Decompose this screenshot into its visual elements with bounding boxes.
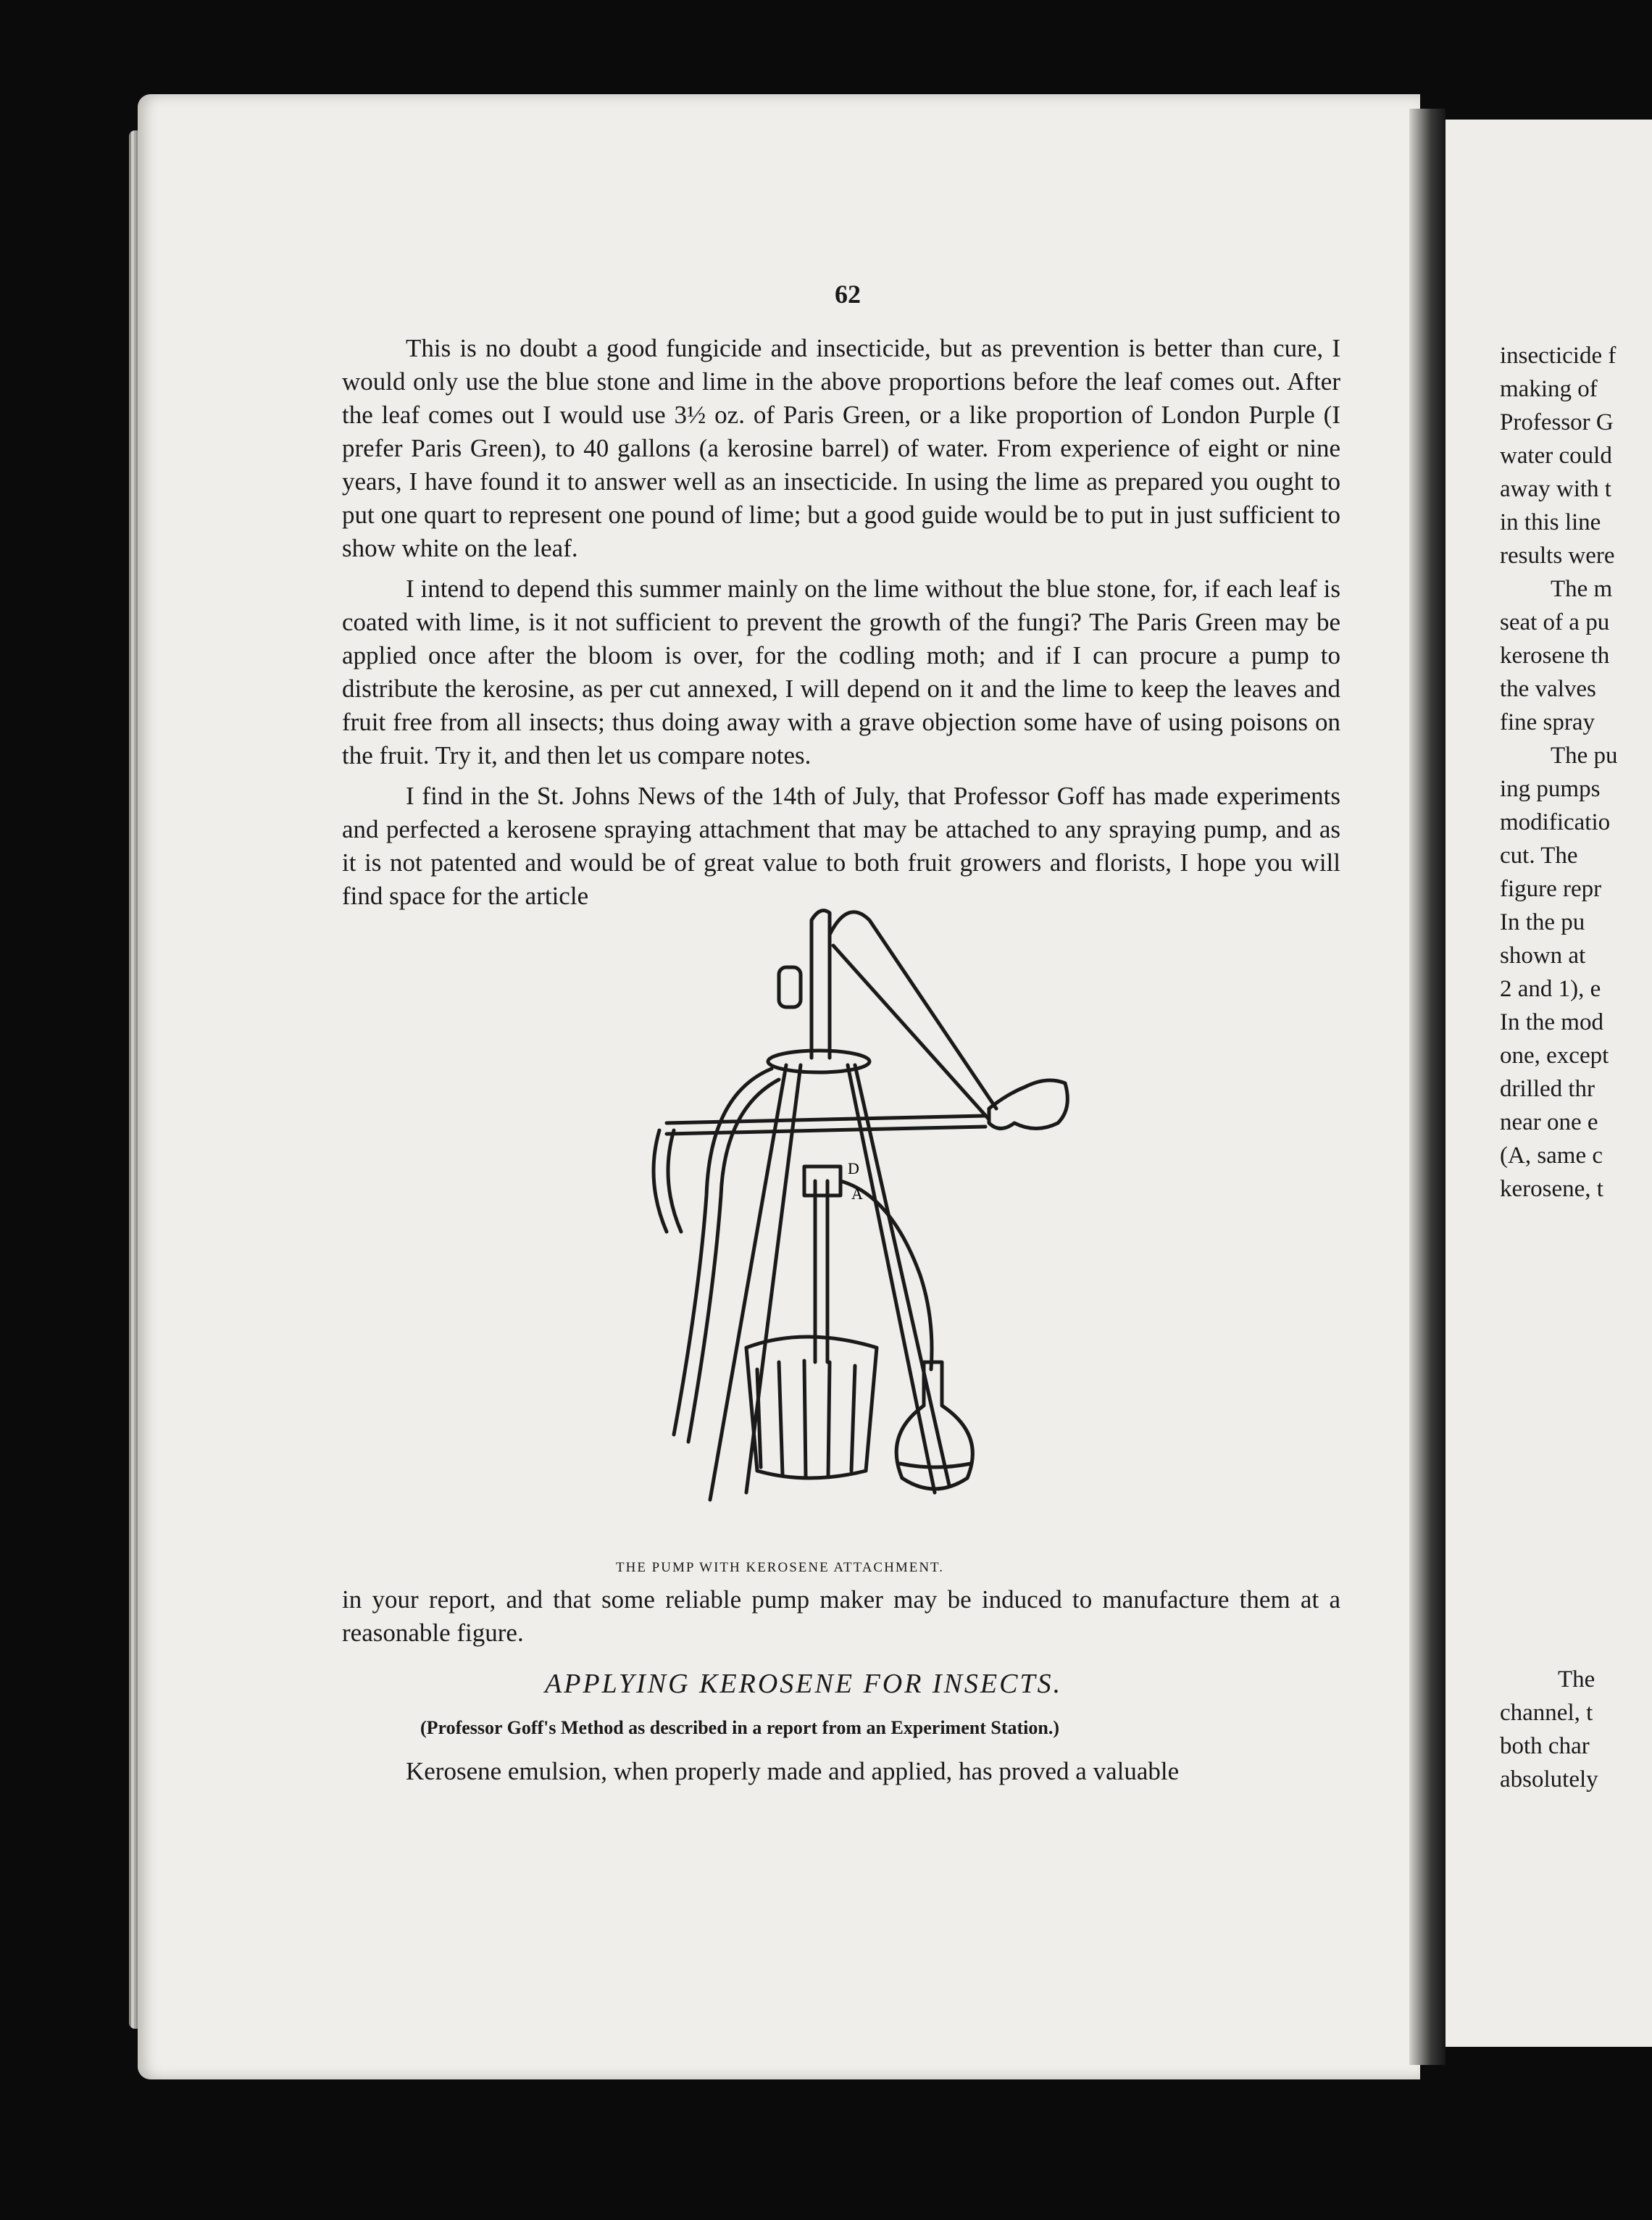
body-text-top: [342, 332, 1340, 920]
body-text-continuation: [342, 1583, 1340, 1657]
section-first-line: Kerosene emulsion, when properly made and applied, has proved a valuable: [406, 1757, 1180, 1785]
right-line: kerosene, t: [1500, 1176, 1603, 1202]
paragraph-2: I intend to depend this summer mainly on the lime without the blue stone, for, if each leaf is coated with lime, is it not sufficient to prevent the growth of the fungi? The Paris Green may be applied once after the bloom is over, for the codling moth; and if I can procure a pump to distribute the kerosine, as per cut annexed, I will depend on it and the lime to keep the leaves and fruit free from all insects; thus doing away with a grave objection some have of using poisons on the fruit. Try it, and then let us compare notes.: [342, 575, 1340, 769]
right-line: ing pumps: [1500, 776, 1601, 802]
right-line: insecticide f: [1500, 343, 1616, 369]
pump-illustration: [630, 891, 1080, 1543]
right-line: seat of a pu: [1500, 609, 1610, 635]
right-line: near one e: [1500, 1109, 1598, 1135]
figure-caption: THE PUMP WITH KEROSENE ATTACHMENT.: [616, 1560, 944, 1575]
hand: [989, 1080, 1067, 1129]
right-line: shown at: [1500, 943, 1586, 969]
page-number: 62: [835, 280, 861, 309]
crossbar: [667, 1116, 985, 1134]
right-line: in this line: [1500, 509, 1601, 535]
hose: [674, 1069, 779, 1442]
right-page-column-bottom: [1500, 1663, 1652, 1796]
paragraph-3: I find in the St. Johns News of the 14th of July, that Professor Goff has made experiments and perfected a kerosene spraying attachment that may be attached to any spraying pump, and as it is not patented and would be of great value to both fruit growers and florists, I hope you will find space for the article: [342, 782, 1340, 910]
valve-cap: [779, 967, 801, 1007]
right-line: absolutely: [1500, 1766, 1598, 1793]
right-line: drilled thr: [1500, 1076, 1595, 1102]
right-line: one, except: [1500, 1043, 1609, 1069]
right-page-column-top: [1500, 339, 1652, 1206]
right-line: results were: [1500, 543, 1615, 569]
pump-handle: [830, 912, 996, 1119]
right-line: In the mod: [1500, 1009, 1603, 1035]
book-gutter: [1409, 109, 1446, 2065]
label-a: A: [851, 1185, 863, 1203]
right-line: away with t: [1500, 476, 1611, 502]
right-line: The m: [1551, 576, 1613, 602]
right-line: In the pu: [1500, 909, 1585, 935]
section-heading: APPLYING KEROSENE FOR INSECTS.: [545, 1669, 1063, 1699]
continuation-paragraph: in your report, and that some reliable pump maker may be induced to manufacture them at a reasonable figure.: [342, 1585, 1340, 1647]
label-d: D: [848, 1159, 859, 1177]
right-line: modificatio: [1500, 809, 1611, 835]
right-line: cut. The: [1500, 843, 1578, 869]
right-line: kerosene th: [1500, 643, 1610, 669]
pump-cylinder: [812, 911, 830, 1058]
right-line: figure repr: [1500, 876, 1602, 902]
right-line: The pu: [1551, 743, 1618, 769]
bucket: [746, 1337, 877, 1478]
right-line: water could: [1500, 443, 1612, 469]
right-line: channel, t: [1500, 1700, 1593, 1726]
right-line: (A, same c: [1500, 1143, 1603, 1169]
right-line: the valves: [1500, 676, 1596, 702]
right-line: Professor G: [1500, 409, 1614, 435]
right-line: making of: [1500, 376, 1598, 402]
right-line: 2 and 1), e: [1500, 976, 1601, 1002]
right-line: fine spray: [1500, 709, 1595, 735]
body-text-bottom: [342, 1755, 1340, 1795]
pipe: [804, 1167, 840, 1362]
right-line: The: [1558, 1666, 1595, 1693]
right-line: both char: [1500, 1733, 1590, 1759]
paragraph-1: This is no doubt a good fungicide and insecticide, but as prevention is better than cure, I would only use the blue stone and lime in the above proportions before the leaf comes out. After the leaf comes out I would use 3½ oz. of Paris Green, or a like proportion of London Purple (I prefer Paris Green), to 40 gallons (a kerosine barrel) of water. From experience of eight or nine years, I have found it to answer well as an insecticide. In using the lime as prepared you ought to put one quart to represent one pound of lime; but a good guide would be to put in just sufficient to show white on the leaf.: [342, 334, 1340, 562]
section-subheading: (Professor Goff's Method as described in a report from an Experiment Station.): [420, 1717, 1059, 1738]
